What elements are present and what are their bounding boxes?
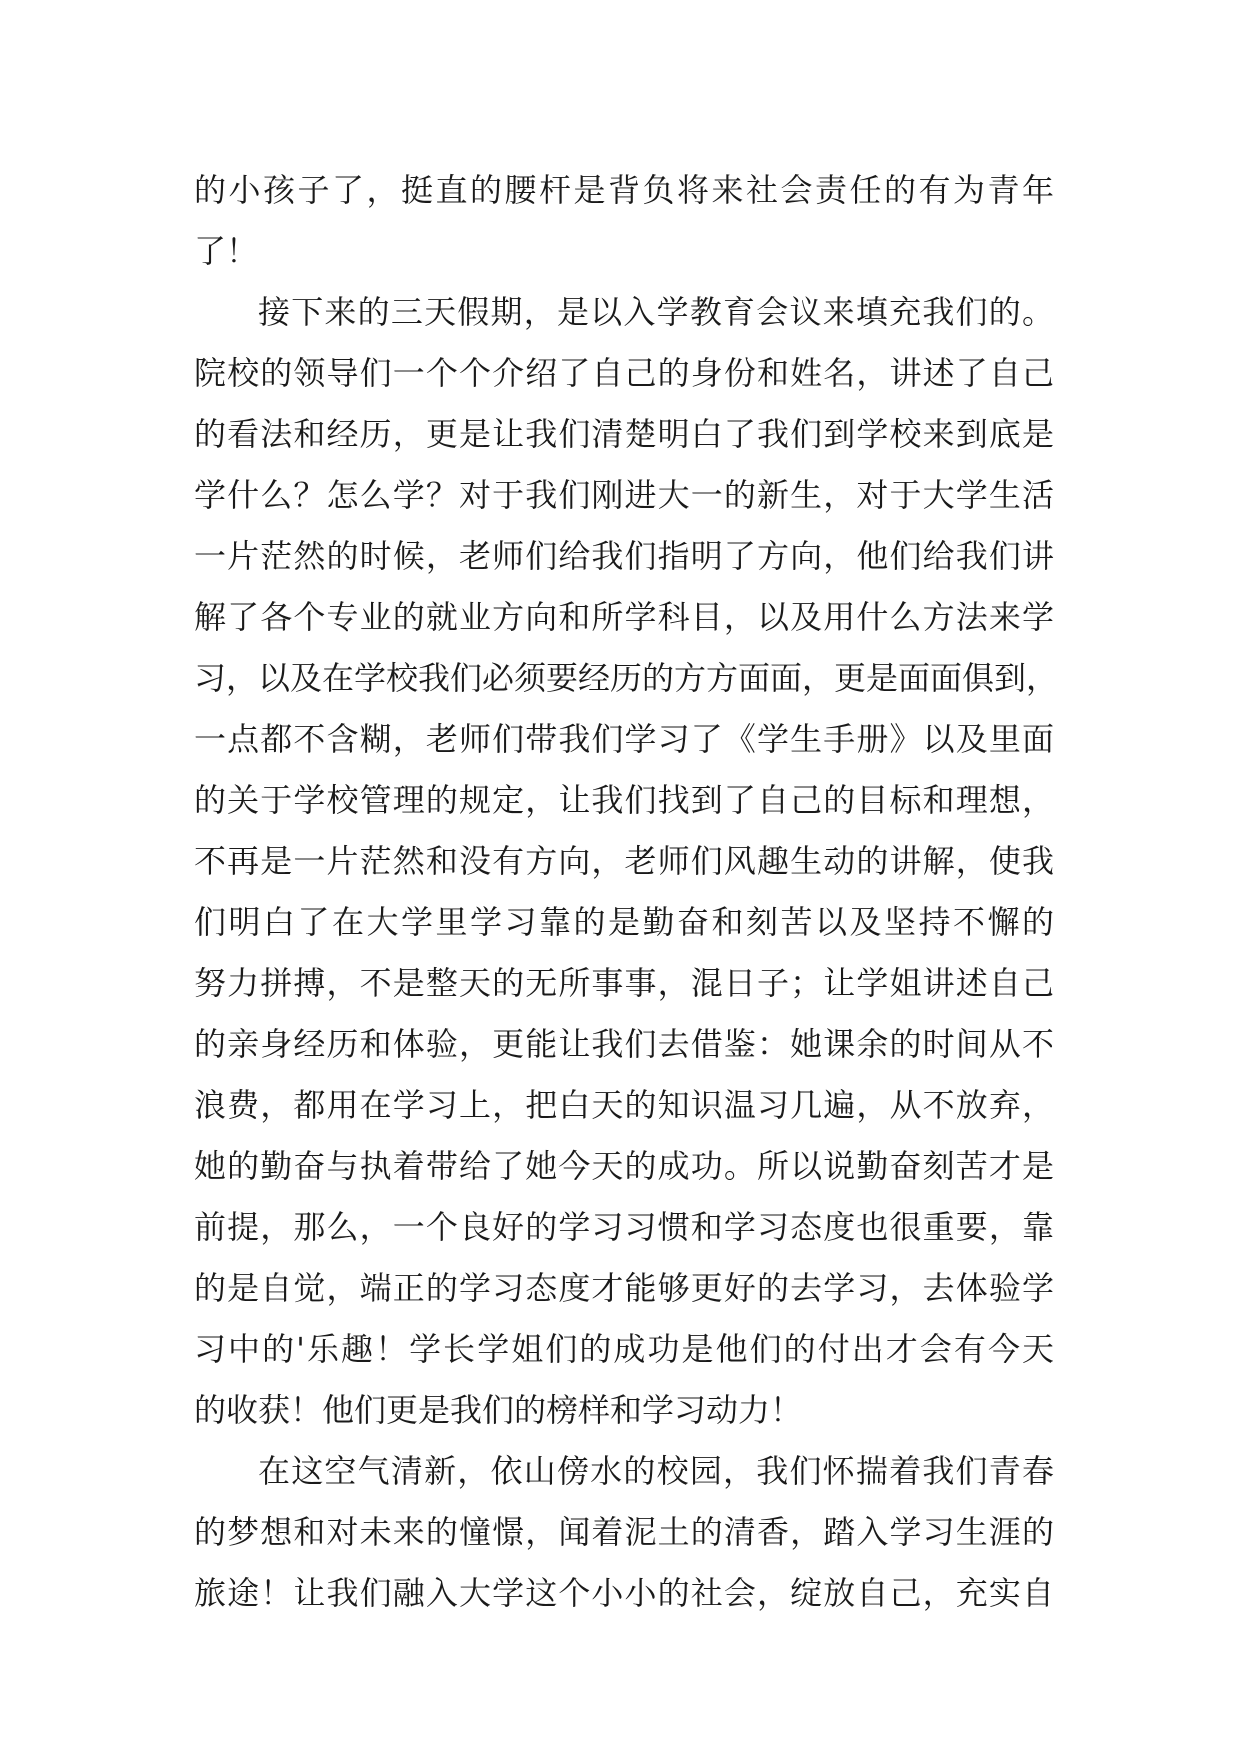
text-line: 的是自觉，端正的学习态度才能够更好的去学习，去体验学 bbox=[194, 1269, 1054, 1307]
text-line: 努力拼搏，不是整天的无所事事，混日子；让学姐讲述自己 bbox=[194, 964, 1054, 1002]
text-line: 的收获！他们更是我们的榜样和学习动力！ bbox=[194, 1391, 803, 1429]
body-text bbox=[194, 160, 1059, 1624]
text-line: 院校的领导们一个个介绍了自己的身份和姓名，讲述了自己 bbox=[194, 354, 1054, 392]
paragraph-1 bbox=[194, 160, 1054, 282]
text-line: 她的勤奋与执着带给了她今天的成功。所以说勤奋刻苦才是 bbox=[194, 1147, 1054, 1185]
text-line: 的小孩子了，挺直的腰杆是背负将来社会责任的有为青年 bbox=[194, 171, 1054, 209]
text-line: 旅途！让我们融入大学这个小小的社会，绽放自己，充实自 bbox=[194, 1574, 1054, 1612]
text-line: 学什么？怎么学？对于我们刚进大一的新生，对于大学生活 bbox=[194, 476, 1054, 514]
text-line: 的看法和经历，更是让我们清楚明白了我们到学校来到底是 bbox=[194, 415, 1054, 453]
text-line: 习，以及在学校我们必须要经历的方方面面，更是面面俱到， bbox=[194, 659, 1059, 697]
paragraph-2 bbox=[194, 282, 1059, 1441]
text-line: 一点都不含糊，老师们带我们学习了《学生手册》以及里面 bbox=[194, 720, 1054, 758]
text-line: 在这空气清新，依山傍水的校园，我们怀揣着我们青春 bbox=[258, 1452, 1054, 1490]
paragraph-3 bbox=[194, 1441, 1054, 1624]
text-line: 习中的'乐趣！学长学姐们的成功是他们的付出才会有今天 bbox=[194, 1330, 1054, 1368]
text-line: 的亲身经历和体验，更能让我们去借鉴：她课余的时间从不 bbox=[194, 1025, 1054, 1063]
text-line: 解了各个专业的就业方向和所学科目，以及用什么方法来学 bbox=[194, 598, 1054, 636]
text-line: 的关于学校管理的规定，让我们找到了自己的目标和理想， bbox=[194, 781, 1054, 819]
text-line: 的梦想和对未来的憧憬，闻着泥土的清香，踏入学习生涯的 bbox=[194, 1513, 1054, 1551]
text-line: 不再是一片茫然和没有方向，老师们风趣生动的讲解，使我 bbox=[194, 842, 1054, 880]
text-line: 一片茫然的时候，老师们给我们指明了方向，他们给我们讲 bbox=[194, 537, 1054, 575]
text-line: 了！ bbox=[194, 232, 259, 270]
text-line: 浪费，都用在学习上，把白天的知识温习几遍，从不放弃， bbox=[194, 1086, 1054, 1124]
text-line: 们明白了在大学里学习靠的是勤奋和刻苦以及坚持不懈的 bbox=[194, 903, 1054, 941]
text-line: 前提，那么，一个良好的学习习惯和学习态度也很重要，靠 bbox=[194, 1208, 1054, 1246]
text-line: 接下来的三天假期，是以入学教育会议来填充我们的。 bbox=[258, 293, 1054, 331]
